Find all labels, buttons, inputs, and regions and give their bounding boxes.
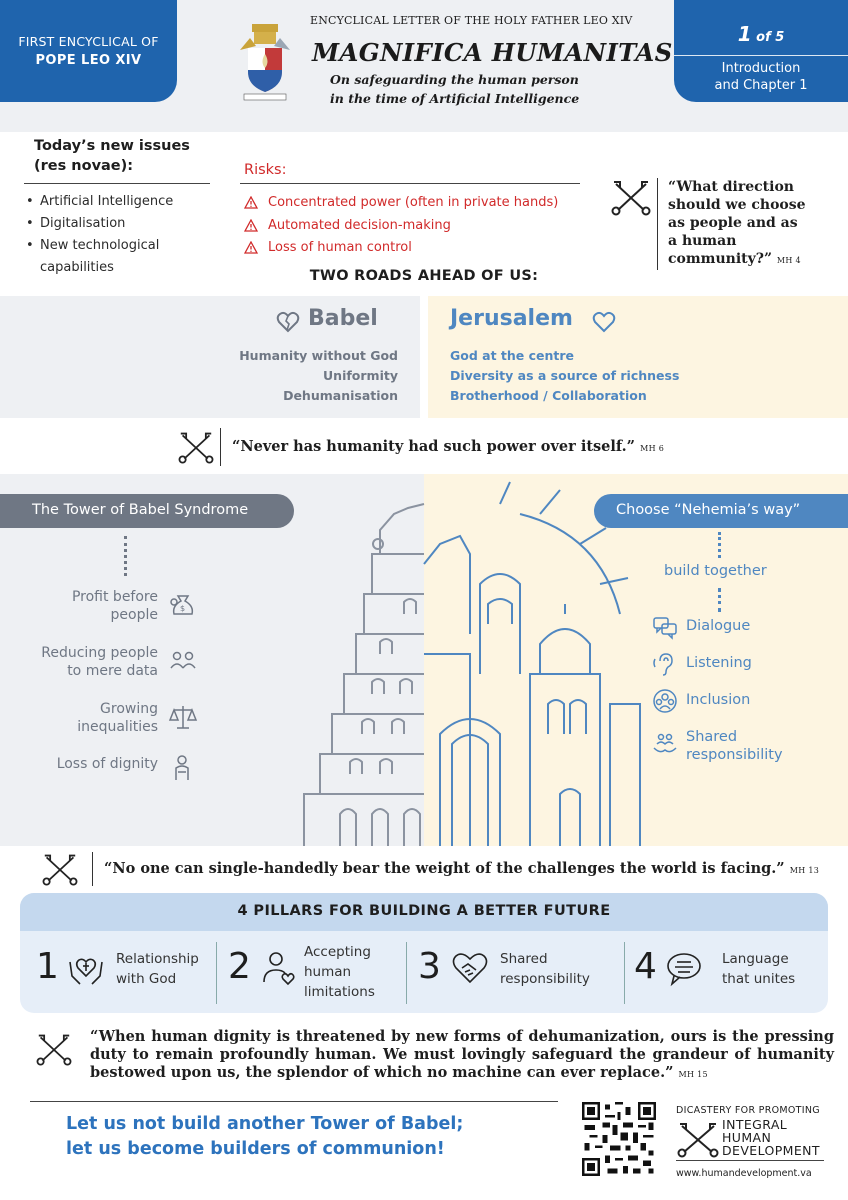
pillar-line1: Accepting (304, 944, 371, 960)
pillar-number: 1 (36, 946, 59, 987)
dotted-connector (718, 532, 721, 558)
closing-line2: let us become builders of communion! (66, 1139, 445, 1159)
pillar-line2: with God (116, 971, 177, 987)
section-line2: and Chapter 1 (714, 78, 808, 93)
new-issues-list (26, 191, 173, 279)
crossed-keys-icon (176, 430, 216, 464)
closing-line1: Let us not build another Tower of Babel; (66, 1114, 464, 1134)
group-circle-icon (652, 688, 678, 714)
section-line1: Introduction (721, 61, 801, 76)
jerusalem-item: God at the centre (450, 348, 575, 363)
risk-item (244, 192, 558, 215)
dotted-connector (124, 536, 127, 576)
babel-symptom-data (41, 644, 158, 680)
risk-label: Concentrated power (often in private hands) (268, 195, 559, 210)
hands-heart-cross-icon (66, 948, 106, 988)
risks-list (244, 192, 558, 260)
babel-list (200, 346, 398, 406)
qr-code[interactable] (582, 1102, 656, 1176)
jerusalem-item: Brotherhood / Collaboration (450, 388, 647, 403)
money-bag-icon (168, 590, 198, 620)
pillar-divider (624, 942, 625, 1004)
website-link[interactable]: www.humandevelopment.va (676, 1168, 812, 1179)
pillar-line1: Language (722, 951, 789, 967)
risks-divider (240, 183, 580, 184)
build-together-label: build together (664, 563, 767, 579)
tower-of-babel-drawing (304, 504, 424, 846)
first-encyclical-tab (0, 0, 177, 102)
dicastery-name (722, 1118, 820, 1157)
quote1-ref: MH 4 (776, 256, 801, 265)
pillar-divider (216, 942, 217, 1004)
pillar-line2: that unites (722, 971, 796, 987)
svg-text:$: $ (180, 604, 186, 613)
dicastery-name-line1: INTEGRAL (722, 1117, 788, 1132)
page-indicator-tab (674, 0, 848, 102)
issue-item-continuation: capabilities (40, 260, 114, 275)
babel-title-text: Babel (308, 306, 378, 331)
pillar-number: 2 (228, 946, 251, 987)
pillar-number: 3 (418, 946, 441, 987)
person-heart-icon (258, 948, 298, 988)
closing-call-to-action (66, 1112, 463, 1162)
nehemia-listening: Listening (686, 655, 752, 671)
symptom-line2: people (110, 607, 158, 623)
quote-bar (92, 852, 93, 886)
quote-human-dignity (90, 1028, 834, 1084)
quote1-line4: a human (668, 233, 737, 249)
symptom-line1: Reducing people (41, 645, 158, 661)
dicastery-name-line3: DEVELOPMENT (722, 1143, 820, 1158)
quote-bar (657, 178, 658, 270)
quote2-text: “Never has humanity had such power over itself.” (232, 438, 636, 455)
quote1-line2: should we choose (668, 197, 806, 213)
quote1-line5: community?” (668, 251, 773, 267)
quote4-ref: MH 15 (678, 1070, 708, 1079)
dotted-connector (718, 588, 721, 612)
babel-item: Humanity without God (239, 348, 398, 363)
subtitle-line1: On safeguarding the human person (330, 72, 579, 87)
encyclical-label: ENCYCLICAL LETTER OF THE HOLY FATHER LEO XIV (310, 14, 633, 27)
dicastery-name-line2: HUMAN (722, 1130, 772, 1145)
scales-icon (168, 702, 198, 732)
warning-icon (244, 196, 258, 209)
pillar-line2: responsibility (500, 971, 590, 987)
quote-bar (220, 428, 221, 466)
symptom-line1: Loss of dignity (56, 756, 158, 772)
quote4-text: “When human dignity is threatened by new forms of dehumanization, ours is the pressing duty to remain profoundly human. We must lovingly safeguard the grandeur of humanity bestowed upon us, the splendor of which no machine can ever replace.” (90, 1028, 834, 1081)
jerusalem-city-drawing (424, 482, 640, 846)
chat-bubble-icon (664, 948, 704, 988)
heart-handshake-icon (450, 948, 490, 988)
issue-item: • Digitalisation (26, 213, 173, 235)
first-encyclical-line1: FIRST ENCYCLICAL OF (18, 34, 159, 49)
pillar-label-shared-responsibility (500, 949, 590, 989)
crossed-keys-icon (40, 852, 80, 886)
nehemia-inclusion: Inclusion (686, 692, 751, 708)
sad-person-icon (168, 752, 198, 782)
dicastery-divider (676, 1160, 824, 1161)
new-issues-title (34, 136, 190, 176)
closing-divider (30, 1101, 558, 1102)
nehemia-item-line2: responsibility (686, 747, 783, 763)
nehemia-dialogue: Dialogue (686, 618, 751, 634)
symptom-line2: to mere data (67, 663, 158, 679)
risk-item (244, 215, 558, 238)
first-encyclical-line2: POPE LEO XIV (35, 53, 142, 68)
pillar-label-relationship-with-god (116, 949, 199, 989)
symptom-line2: inequalities (77, 719, 158, 735)
dicastery-label: DICASTERY FOR PROMOTING (676, 1105, 820, 1116)
quote1-line1: “What direction (668, 179, 794, 195)
pillar-line2: human (304, 964, 352, 980)
quote1-line3: as people and as (668, 215, 798, 231)
risk-item (244, 237, 558, 260)
quote3-text: “No one can single-handedly bear the weight of the challenges the world is facing.” (104, 860, 785, 877)
heart-icon (592, 311, 616, 333)
babel-symptom-profit (72, 588, 158, 624)
babel-symptom-inequalities (77, 700, 158, 736)
section-name (674, 60, 848, 94)
subtitle-line2: in the time of Artificial Intelligence (330, 91, 580, 106)
jerusalem-list (450, 346, 750, 406)
nehemia-shared-responsibility (686, 728, 783, 764)
quote2-ref: MH 6 (640, 444, 665, 453)
pillar-number: 4 (634, 946, 657, 987)
pillar-line3: limitations (304, 984, 375, 1000)
page-current: 1 (737, 22, 752, 46)
dicastery-keys-logo (676, 1120, 720, 1158)
page-total: of 5 (751, 30, 785, 45)
page-tab-divider (674, 55, 848, 56)
nehemias-way-label: Choose “Nehemia’s way” (594, 494, 848, 528)
symptom-line1: Profit before (71, 589, 158, 605)
page-number (674, 22, 848, 46)
babel-title (276, 306, 386, 331)
hands-holding-people-icon (652, 730, 678, 756)
risk-label: Loss of human control (268, 240, 412, 255)
nehemia-item-line1: Shared (686, 729, 738, 745)
jerusalem-item: Diversity as a source of richness (450, 368, 680, 383)
warning-icon (244, 241, 258, 254)
risks-title: Risks: (244, 162, 287, 178)
babel-item: Dehumanisation (283, 388, 398, 403)
tower-of-babel-syndrome-label: The Tower of Babel Syndrome (0, 494, 294, 528)
jerusalem-title: Jerusalem (450, 306, 573, 331)
new-issues-title-line2: (res novae): (34, 158, 134, 174)
pillars-title: 4 PILLARS FOR BUILDING A BETTER FUTURE (20, 893, 828, 931)
new-issues-title-line1: Today’s new issues (34, 138, 190, 154)
crossed-keys-icon (34, 1032, 74, 1066)
ear-icon (652, 651, 678, 677)
quote-power-over-itself (232, 438, 664, 455)
quote-what-direction (668, 178, 818, 270)
two-roads-heading: TWO ROADS AHEAD OF US: (309, 268, 539, 284)
quote3-ref: MH 13 (789, 866, 820, 875)
speech-bubbles-icon (652, 614, 678, 640)
warning-icon (244, 219, 258, 232)
people-icon (168, 646, 198, 676)
symptom-line1: Growing (100, 701, 158, 717)
pillar-line1: Shared (500, 951, 548, 967)
babel-symptom-dignity (57, 755, 158, 773)
pillar-line1: Relationship (116, 951, 199, 967)
issues-divider (24, 183, 210, 184)
pillar-label-accepting-limitations (304, 942, 375, 1002)
crossed-keys-icon (610, 178, 652, 216)
encyclical-subtitle (330, 70, 579, 108)
encyclical-title: MAGNIFICA HUMANITAS (312, 38, 673, 67)
pillar-divider (406, 942, 407, 1004)
babel-item: Uniformity (323, 368, 398, 383)
issue-item: • New technological (26, 235, 173, 257)
quote-single-handedly (104, 860, 819, 877)
papal-coat-of-arms (230, 20, 300, 104)
pillar-label-language-that-unites (722, 949, 795, 989)
risk-label: Automated decision-making (268, 217, 451, 233)
issue-item: • Artificial Intelligence (26, 191, 173, 213)
